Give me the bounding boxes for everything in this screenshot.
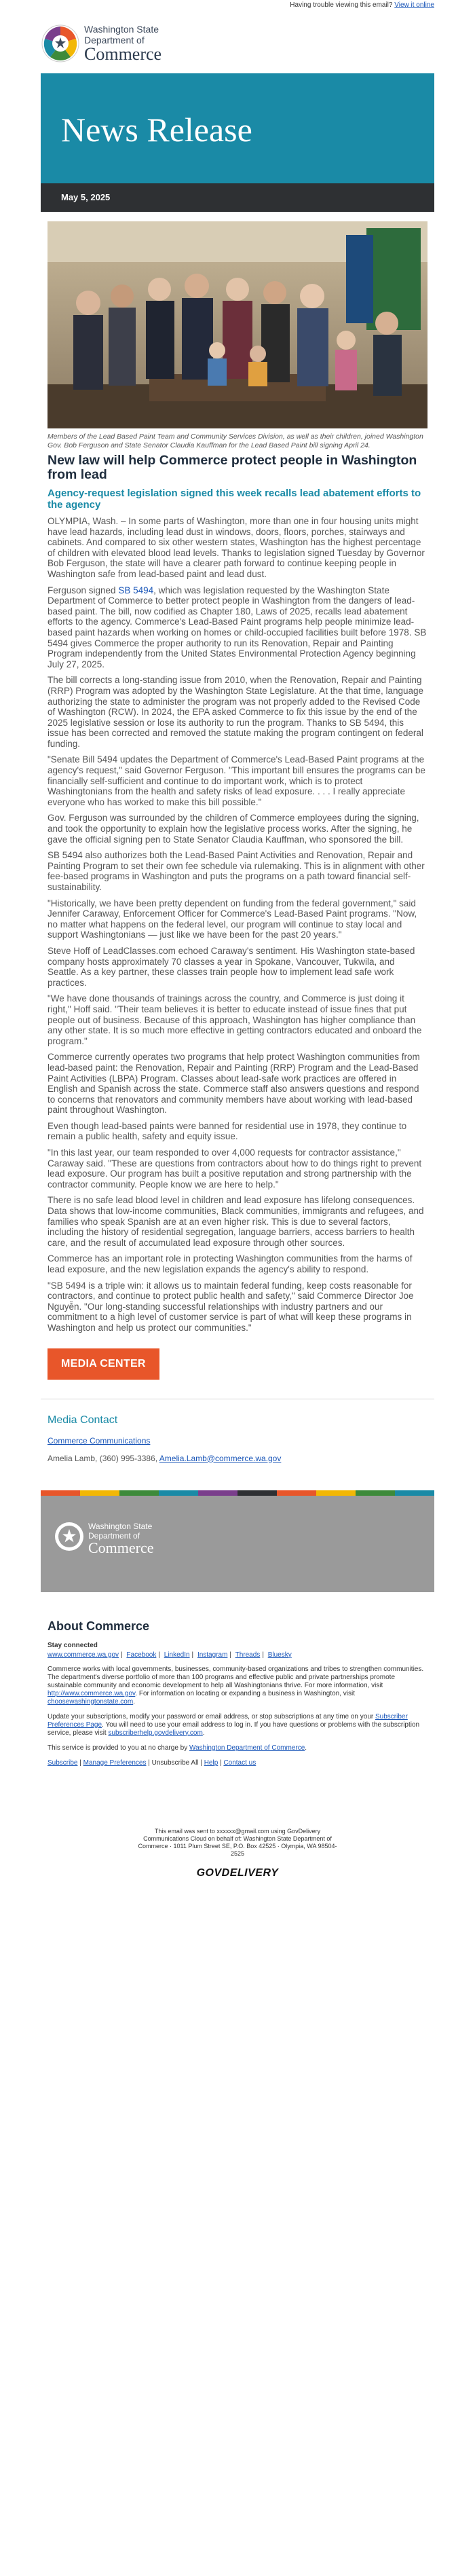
media-contact-person — [48, 1454, 428, 1463]
article-title: New law will help Commerce protect people in Washington from lead — [48, 453, 417, 482]
govdelivery-brand: GOVDELIVERY — [196, 1866, 279, 1879]
about-section — [41, 1592, 434, 1767]
paragraph-2-post: , which was legislation requested by the Washington State Department of Commerce to better protect people in Washington from the dangers of lead-based paint. The bill, now codified as Chapter 180, Laws of 2025, recalls lead abatement efforts to the agency. Commerce's Lead-Based Paint programs help people minimize lead-based paint hazards when working on homes or child-occupied facilities built before 1978. SB 5494 gives Commerce the proper authority to run its Renovation, Repair and Painting Program independently from the United States Environmental Protection Agency beginning July 27, 2025. — [48, 585, 427, 669]
article — [41, 212, 434, 1463]
paragraph-4: "Senate Bill 5494 updates the Department of Commerce's Lead-Based Paint programs at the agency's request," said Governor Ferguson. "This important bill ensures the programs can be financially self-sufficient and continue to do important work, which is to protect Washingtonians from the health and safety risks of lead exposure. . . . I really appreciate everyone who has worked to make this bill possible." — [48, 754, 425, 807]
media-center-button[interactable]: MEDIA CENTER — [48, 1348, 159, 1380]
contact-email-link[interactable]: Amelia.Lamb@commerce.wa.gov — [159, 1453, 282, 1463]
email-container — [41, 14, 434, 1893]
govdelivery-logo — [41, 1867, 434, 1893]
threads-link[interactable]: Threads — [235, 1651, 261, 1659]
facebook-link[interactable]: Facebook — [126, 1651, 157, 1659]
bill-signing-photo — [48, 221, 428, 428]
commerce-logo-icon — [41, 24, 80, 63]
release-date: May 5, 2025 — [61, 192, 111, 202]
footer-line1: This email was sent to xxxxxx@gmail.com using GovDelivery — [154, 1827, 321, 1835]
paragraph-13: There is no safe lead blood level in children and lead exposure has lifelong consequences. Data shows that low-income communities, Black communities, immigrants and refugees, and families who speak Spanish are at an even higher risk. This is due to several factors, including the history of residential segregation, language barriers, access barriers to health care, and the result of accumulated lead exposure through other sources. — [48, 1195, 424, 1248]
color-stripes — [41, 1490, 434, 1496]
stay-connected-label: Stay connected — [48, 1641, 98, 1649]
hero-banner — [41, 73, 434, 183]
footer-logo-line3: Commerce — [88, 1539, 154, 1556]
contact-us-link[interactable]: Contact us — [223, 1759, 256, 1767]
instagram-link[interactable]: Instagram — [197, 1651, 228, 1659]
media-contact — [48, 1414, 428, 1463]
email-footer — [41, 1828, 434, 1858]
contact-name-phone: Amelia Lamb, (360) 995-3386, — [48, 1453, 159, 1463]
footer-logo-line2: Department of — [88, 1530, 140, 1541]
topbar-text: Having trouble viewing this email? — [290, 1, 395, 9]
photo-caption: Members of the Lead Based Paint Team and Community Services Division, as well as their children, joined Washington Gov. Bob Ferguson and State Senator Claudia Kauffman for the Lead Based Paint bill signing April 24. — [48, 433, 423, 449]
subscriber-preferences-link[interactable]: Subscriber Preferences Page — [48, 1712, 408, 1729]
paragraph-2 — [48, 585, 428, 670]
paragraph-14: Commerce has an important role in protecting Washington communities from the harms of lead exposure, and the new legislation expands the agency's ability to respond. — [48, 1253, 413, 1274]
commerce-communications-link[interactable]: Commerce Communications — [48, 1435, 151, 1446]
footer-logo-line1: Washington State — [88, 1521, 153, 1531]
commerce-url-link[interactable]: http://www.commerce.wa.gov — [48, 1689, 136, 1697]
commerce-department-link[interactable]: Washington Department of Commerce — [189, 1744, 305, 1752]
paragraph-1: OLYMPIA, Wash. – In some parts of Washington, more than one in four housing units might have lead hazards, including lead dust in windows, doors, floors, porches, stairways and cabinets. And compared to six other western states, Washington has the highest percentage of children with elevated blood lead levels. Thanks to legislation signed Tuesday by Governor Bob Ferguson, the state will have a clearer path forward to continue keeping people in Washington safe from lead-based paint and lead dust. — [48, 516, 425, 579]
manage-preferences-link[interactable]: Manage Preferences — [83, 1759, 147, 1767]
unsubscribe-all-link[interactable]: Unsubscribe All — [151, 1759, 199, 1767]
footer-links: Subscribe | Manage Preferences | Unsubscribe All | Help | Contact us — [48, 1759, 256, 1767]
logo-line2: Department of — [84, 35, 145, 45]
paragraph-2-pre: Ferguson signed — [48, 585, 119, 595]
service-notice: This service is provided to you at no charge by Washington Department of Commerce. — [48, 1744, 307, 1752]
sb5494-link[interactable]: SB 5494 — [118, 585, 154, 595]
topbar — [0, 0, 475, 14]
about-description: Commerce works with local governments, businesses, community-based organizations and tribes to strengthen communities. The department's diverse portfolio of more than 100 programs and effective public and private partnerships promote sustainable community and economic development to help all Washingtonians thrive. For more information, visit http://www.commerce.wa.gov. For information on locating or expanding a business in Washington, visit choosewashingtonstate.com. — [48, 1665, 424, 1706]
website-link[interactable]: www.commerce.wa.gov — [48, 1651, 119, 1659]
bluesky-link[interactable]: Bluesky — [267, 1651, 292, 1659]
paragraph-5: Gov. Ferguson was surrounded by the children of Commerce employees during the signing, and took the opportunity to explain how the legislative process works. After the signing, he gave the official signing pen to State Senator Claudia Kauffman, who sponsored the bill. — [48, 813, 419, 845]
hero-title: News Release — [61, 111, 252, 149]
footer-line4: 2525 — [230, 1850, 245, 1857]
paragraph-10: Commerce currently operates two programs that help protect Washington communities from lead-based paint: the Renovation, Repair and Painting (RRP) Program and the Lead-Based Paint Activities (LBPA) Program. Classes about lead-safe work practices are offered in English and Spanish across the state. Commerce staff also answers questions and respond to concerns that renovators and community members have about working with lead-based paint throughout Washington. — [48, 1052, 420, 1116]
choose-washington-link[interactable]: choosewashingtonstate.com — [48, 1697, 134, 1706]
logo-line3: Commerce — [84, 44, 162, 64]
paragraph-15: "SB 5494 is a triple win: it allows us to maintain federal funding, keep costs reasonable for contractors, and continue to protect public health and safety," said Commerce Director Joe Nguyễn. "Our long-standing successful relationships with industry partners and our commitment to a high level of customer service is part of what will keep these programs in Washington and help us protect our communities." — [48, 1280, 414, 1333]
help-link[interactable]: Help — [204, 1759, 218, 1767]
media-contact-heading: Media Contact — [48, 1414, 118, 1426]
logo-text — [84, 24, 162, 63]
paragraph-8: Steve Hoff of LeadClasses.com echoed Caraway's sentiment. His Washington state-based company hosts approximately 70 classes a year in Spokane, Vancouver, Tukwila, and Seattle. As a key partner, these classes train people how to implement lead safe work practices. — [48, 945, 415, 988]
paragraph-3: The bill corrects a long-standing issue from 2010, when the Renovation, Repair and Painting (RRP) Program was adopted by the Washington State Legislature. At the that time, language authorizing the state to administer the program was not properly added to the Revised Code of Washington (RCW). In 2024, the EPA asked Commerce to fix this issue by the end of the 2025 legislative session or lose its authority to run the program. Thanks to SB 5494, this issue has been corrected and removed the statute making the program contingent on federal funding. — [48, 675, 424, 749]
paragraph-9: "We have done thousands of trainings across the country, and Commerce is just doing it right," Hoff said. "Their team believes it is better to educate instead of issue fines that put people out of business. Because of this approach, Washington has higher compliance than any other state. It is so much more effective in getting contractors educated and onboard the program." — [48, 993, 422, 1046]
subscriber-help-link[interactable]: subscriberhelp.govdelivery.com — [108, 1729, 203, 1737]
footer-logo-icon — [54, 1522, 84, 1555]
social-links: www.commerce.wa.gov | Facebook | LinkedIn | Instagram | Threads | Bluesky — [48, 1651, 292, 1659]
footer-line2: Communications Cloud on behalf of: Washington State Department of — [143, 1835, 332, 1842]
footer-logo-text — [88, 1522, 154, 1556]
paragraph-11: Even though lead-based paints were banned for residential use in 1978, they continue to remain a public health, safety and equity issue. — [48, 1120, 407, 1142]
subscription-info: Update your subscriptions, modify your password or email address, or stop subscriptions at any time on your Subscriber Preferences Page. You will need to use your email address to log in. If you have questions or problems with the subscription service, please visit subscriberhelp.govdelivery.com. — [48, 1712, 420, 1737]
article-subtitle: Agency-request legislation signed this week recalls lead abatement efforts to the agency — [48, 487, 421, 511]
paragraph-6: SB 5494 also authorizes both the Lead-Based Paint Activities and Renovation, Repair and Painting Program to set their own fee schedule via rulemaking. This is in alignment with other fee-based programs in Washington and puts the programs on a path toward financial self-sustainability. — [48, 850, 425, 892]
paragraph-7: "Historically, we have been pretty dependent on funding from the federal government," said Jennifer Caraway, Enforcement Officer for Commerce's Lead-Based Paint programs. "Now, no matter what happens on the federal level, our program will continue to stay local and support Washingtonians — just like we have been for the past 20 years." — [48, 898, 417, 940]
linkedin-link[interactable]: LinkedIn — [164, 1651, 190, 1659]
logo-line1: Washington State — [84, 24, 159, 35]
about-heading: About Commerce — [48, 1619, 150, 1633]
footer-logo-box — [41, 1496, 434, 1592]
subscribe-link[interactable]: Subscribe — [48, 1759, 78, 1767]
paragraph-12: "In this last year, our team responded to over 4,000 requests for contractor assistance," Caraway said. "These are questions from contractors about how to do things right to prevent lead exposure. Our program has built a positive reputation and strong partnership with the contractor community. People know we are here to help." — [48, 1147, 422, 1190]
view-online-link[interactable]: View it online — [394, 1, 434, 9]
date-bar — [41, 183, 434, 212]
header-logo — [41, 14, 434, 73]
footer-line3: Commerce · 1011 Plum Street SE, P.O. Box 42525 · Olympia, WA 98504- — [138, 1842, 337, 1850]
